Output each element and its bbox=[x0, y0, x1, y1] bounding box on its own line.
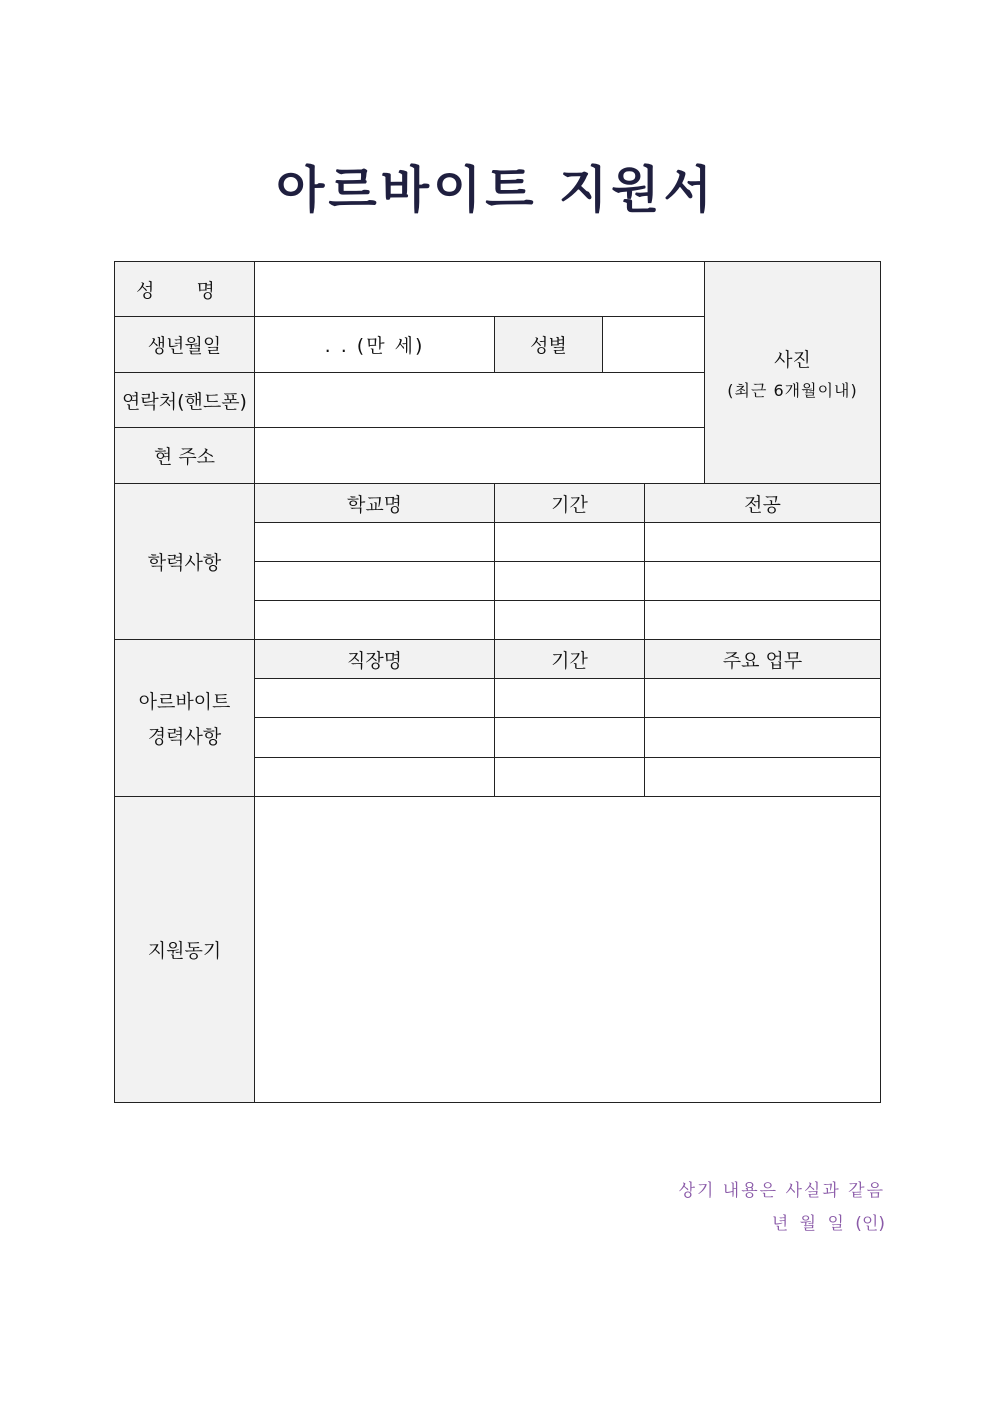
education-period-cell[interactable] bbox=[495, 601, 645, 640]
career-period-cell[interactable] bbox=[495, 758, 645, 797]
signature-date-line: 년 월 일 (인) bbox=[771, 1214, 885, 1234]
education-school-cell[interactable] bbox=[255, 601, 495, 640]
birth-field[interactable]: . . (만 세) bbox=[255, 317, 495, 373]
gender-field[interactable] bbox=[603, 317, 705, 373]
career-label-line2: 경력사항 bbox=[147, 726, 222, 748]
education-header-school: 학교명 bbox=[255, 484, 495, 523]
education-major-cell[interactable] bbox=[645, 562, 881, 601]
education-header-major: 전공 bbox=[645, 484, 881, 523]
career-duties-cell[interactable] bbox=[645, 718, 881, 758]
motivation-field[interactable] bbox=[255, 797, 881, 1103]
career-label-line1: 아르바이트 bbox=[138, 691, 231, 713]
address-field[interactable] bbox=[255, 428, 705, 484]
application-form-table bbox=[114, 261, 881, 1103]
career-header-workplace: 직장명 bbox=[255, 640, 495, 679]
career-workplace-cell[interactable] bbox=[255, 679, 495, 718]
motivation-label: 지원동기 bbox=[115, 797, 255, 1103]
document-title: 아르바이트 지원서 bbox=[276, 161, 716, 219]
name-row bbox=[115, 262, 881, 317]
career-workplace-cell[interactable] bbox=[255, 718, 495, 758]
career-header-period: 기간 bbox=[495, 640, 645, 679]
career-label bbox=[115, 640, 255, 797]
contact-label: 연락처(핸드폰) bbox=[115, 373, 255, 428]
signature-statement: 상기 내용은 사실과 같음 bbox=[678, 1181, 885, 1201]
education-major-cell[interactable] bbox=[645, 523, 881, 562]
education-header-period: 기간 bbox=[495, 484, 645, 523]
career-period-cell[interactable] bbox=[495, 718, 645, 758]
education-school-cell[interactable] bbox=[255, 523, 495, 562]
name-label: 성 명 bbox=[115, 262, 255, 317]
education-major-cell[interactable] bbox=[645, 601, 881, 640]
birth-label: 생년월일 bbox=[115, 317, 255, 373]
photo-box[interactable] bbox=[705, 262, 881, 484]
education-header-row bbox=[115, 484, 881, 523]
gender-label: 성별 bbox=[495, 317, 603, 373]
career-period-cell[interactable] bbox=[495, 679, 645, 718]
education-label: 학력사항 bbox=[115, 484, 255, 640]
photo-label: 사진 bbox=[774, 348, 811, 371]
education-school-cell[interactable] bbox=[255, 562, 495, 601]
contact-field[interactable] bbox=[255, 373, 705, 428]
career-header-duties: 주요 업무 bbox=[645, 640, 881, 679]
education-period-cell[interactable] bbox=[495, 523, 645, 562]
name-field[interactable] bbox=[255, 262, 705, 317]
photo-hint: (최근 6개월이내) bbox=[727, 380, 858, 400]
career-header-row bbox=[115, 640, 881, 679]
education-period-cell[interactable] bbox=[495, 562, 645, 601]
motivation-row bbox=[115, 797, 881, 1103]
career-workplace-cell[interactable] bbox=[255, 758, 495, 797]
address-label: 현 주소 bbox=[115, 428, 255, 484]
career-duties-cell[interactable] bbox=[645, 758, 881, 797]
career-duties-cell[interactable] bbox=[645, 679, 881, 718]
